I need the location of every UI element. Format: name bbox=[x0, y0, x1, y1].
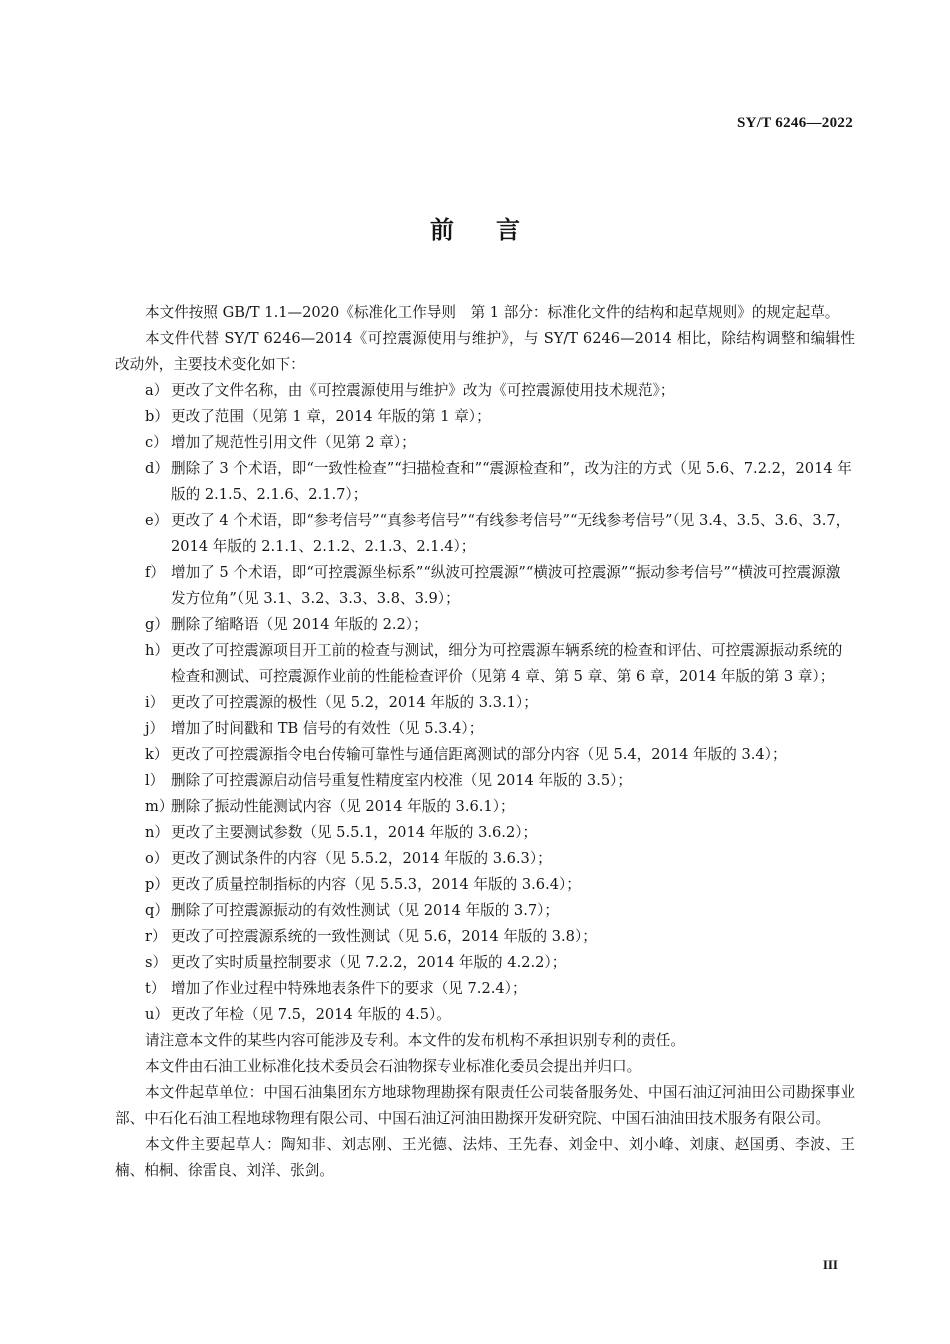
page-title: 前言 bbox=[430, 216, 562, 244]
list-item bbox=[115, 638, 855, 690]
list-item-text: 更改了可控震源指令电台传输可靠性与通信距离测试的部分内容（见 5.4，2014 年版的 3.4）； bbox=[171, 746, 787, 763]
list-item bbox=[115, 742, 855, 768]
list-item-text: 删除了可控震源启动信号重复性精度室内校准（见 2014 年版的 3.5）； bbox=[171, 772, 632, 789]
list-item-label: k） bbox=[145, 746, 169, 763]
list-item-text: 更改了质量控制指标的内容（见 5.5.3，2014 年版的 3.6.4）； bbox=[171, 876, 581, 893]
list-item-label: i） bbox=[145, 694, 165, 711]
document-body bbox=[115, 300, 855, 1184]
list-item-text: 删除了振动性能测试内容（见 2014 年版的 3.6.1）； bbox=[171, 798, 515, 815]
list-item bbox=[115, 430, 855, 456]
intro-paragraph: 本文件代替 SY/T 6246—2014《可控震源使用与维护》，与 SY/T 6246—2014 相比，除结构调整和编辑性改动外，主要技术变化如下： bbox=[115, 330, 855, 373]
intro-paragraph: 本文件按照 GB/T 1.1—2020《标准化工作导则 第 1 部分：标准化文件的结构和起草规则》的规定起草。 bbox=[145, 304, 840, 321]
list-item bbox=[115, 924, 855, 950]
list-item-text: 更改了可控震源的极性（见 5.2，2014 年版的 3.3.1）； bbox=[171, 694, 538, 711]
list-item-text: 更改了文件名称，由《可控震源使用与维护》改为《可控震源使用技术规范》； bbox=[171, 382, 675, 399]
list-item-text: 更改了年检（见 7.5，2014 年版的 4.5）。 bbox=[171, 1006, 451, 1023]
list-item-label: s） bbox=[145, 954, 168, 971]
list-item-text: 增加了 5 个术语，即“可控震源坐标系”“纵波可控震源”“横波可控震源”“振动参考信号”“横波可控震源激发方位角”（见 3.1、3.2、3.3、3.8、3.9）； bbox=[171, 564, 841, 607]
list-item-label: e） bbox=[145, 512, 169, 529]
list-item-label: m） bbox=[145, 798, 174, 815]
list-item bbox=[115, 898, 855, 924]
list-item-text: 删除了缩略语（见 2014 年版的 2.2）； bbox=[171, 616, 428, 633]
list-item bbox=[115, 976, 855, 1002]
list-item-label: l） bbox=[145, 772, 165, 789]
proposer-paragraph: 本文件由石油工业标准化技术委员会石油物探专业标准化委员会提出并归口。 bbox=[145, 1058, 642, 1075]
list-item bbox=[115, 846, 855, 872]
list-item-label: p） bbox=[145, 876, 169, 893]
list-item-label: o） bbox=[145, 850, 169, 867]
list-item bbox=[115, 794, 855, 820]
list-item bbox=[115, 1002, 855, 1028]
list-item-text: 增加了时间戳和 TB 信号的有效性（见 5.3.4）； bbox=[171, 720, 484, 737]
list-item-label: d） bbox=[145, 460, 169, 477]
list-item-text: 更改了范围（见第 1 章，2014 年版的第 1 章）； bbox=[171, 408, 491, 425]
list-item-label: j） bbox=[145, 720, 165, 737]
list-item bbox=[115, 404, 855, 430]
list-item-label: u） bbox=[145, 1006, 169, 1023]
drafters-paragraph: 本文件主要起草人：陶知非、刘志刚、王光德、法炜、王先春、刘金中、刘小峰、刘康、赵国勇、李波、王楠、柏桐、徐雷良、刘洋、张剑。 bbox=[115, 1136, 855, 1179]
list-item bbox=[115, 560, 855, 612]
list-item bbox=[115, 768, 855, 794]
list-item-text: 更改了可控震源项目开工前的检查与测试，细分为可控震源车辆系统的检查和评估、可控震源振动系统的检查和测试、可控震源作业前的性能检查评价（见第 4 章、第 5 章、第 6 章，2014 年版的第 3 章）； bbox=[171, 642, 843, 685]
list-item bbox=[115, 378, 855, 404]
list-item bbox=[115, 690, 855, 716]
list-item-label: f） bbox=[145, 564, 165, 581]
list-item-label: c） bbox=[145, 434, 168, 451]
standard-code: SY/T 6246—2022 bbox=[736, 115, 853, 131]
list-item-text: 增加了规范性引用文件（见第 2 章）； bbox=[171, 434, 416, 451]
list-item-text: 更改了可控震源系统的一致性测试（见 5.6，2014 年版的 3.8）； bbox=[171, 928, 597, 945]
list-item-text: 更改了实时质量控制要求（见 7.2.2，2014 年版的 4.2.2）； bbox=[171, 954, 567, 971]
list-item-label: a） bbox=[145, 382, 169, 399]
list-item bbox=[115, 456, 855, 508]
list-item-label: q） bbox=[145, 902, 169, 919]
list-item-label: g） bbox=[145, 616, 169, 633]
list-item bbox=[115, 716, 855, 742]
list-item bbox=[115, 820, 855, 846]
list-item-text: 更改了主要测试参数（见 5.5.1，2014 年版的 3.6.2）； bbox=[171, 824, 538, 841]
list-item-text: 删除了 3 个术语，即“一致性检查”“扫描检查和”“震源检查和”，改为注的方式（见 5.6、7.2.2，2014 年版的 2.1.5、2.1.6、2.1.7）； bbox=[171, 460, 852, 503]
list-item-text: 更改了 4 个术语，即“参考信号”“真参考信号”“有线参考信号”“无线参考信号”（见 3.4、3.5、3.6、3.7，2014 年版的 2.1.1、2.1.2、2.1.3、2.1.4）； bbox=[171, 512, 851, 555]
list-item-text: 增加了作业过程中特殊地表条件下的要求（见 7.2.4）； bbox=[171, 980, 527, 997]
page-number: III bbox=[822, 1257, 838, 1272]
list-item bbox=[115, 950, 855, 976]
list-item-label: b） bbox=[145, 408, 169, 425]
list-item bbox=[115, 612, 855, 638]
list-item bbox=[115, 508, 855, 560]
list-item-label: h） bbox=[145, 642, 169, 659]
list-item-text: 更改了测试条件的内容（见 5.5.2，2014 年版的 3.6.3）； bbox=[171, 850, 552, 867]
list-item-text: 删除了可控震源振动的有效性测试（见 2014 年版的 3.7）； bbox=[171, 902, 560, 919]
list-item-label: n） bbox=[145, 824, 169, 841]
drafting-units-paragraph: 本文件起草单位：中国石油集团东方地球物理勘探有限责任公司装备服务处、中国石油辽河油田公司勘探事业部、中石化石油工程地球物理有限公司、中国石油辽河油田勘探开发研究院、中国石油油田技术服务有限公司。 bbox=[115, 1084, 855, 1127]
list-item-label: t） bbox=[145, 980, 166, 997]
changes-list bbox=[115, 378, 855, 1028]
list-item bbox=[115, 872, 855, 898]
list-item-label: r） bbox=[145, 928, 167, 945]
patent-notice: 请注意本文件的某些内容可能涉及专利。本文件的发布机构不承担识别专利的责任。 bbox=[145, 1032, 685, 1049]
